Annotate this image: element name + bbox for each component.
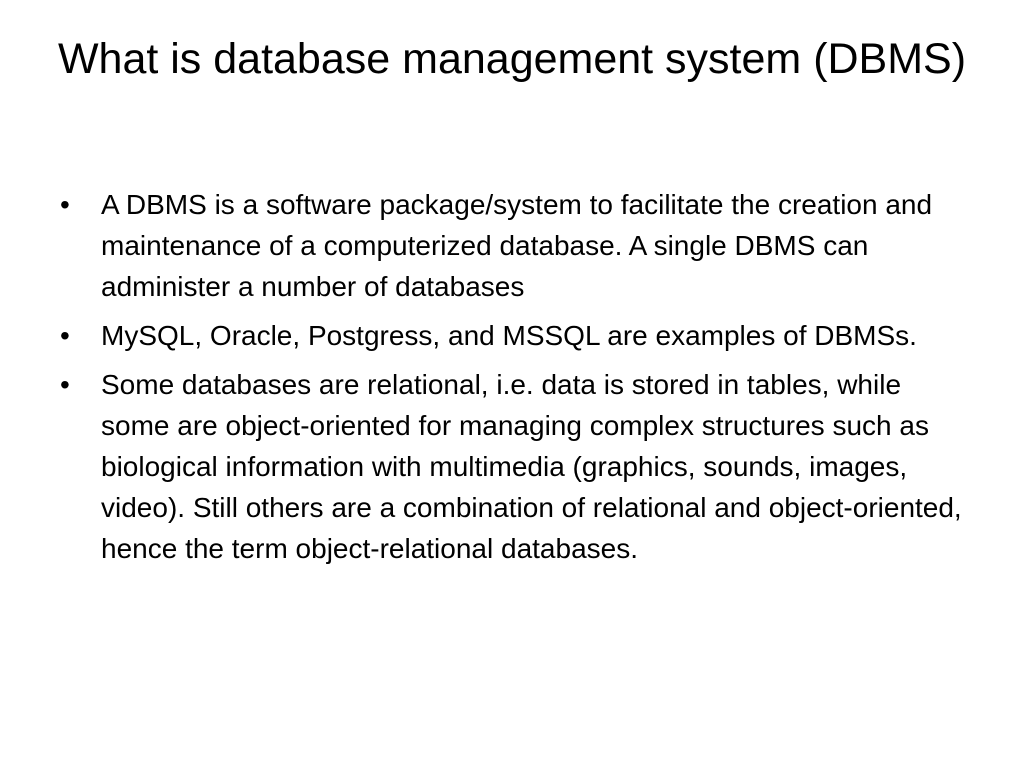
bullet-list	[60, 184, 970, 577]
bullet-item-database-types	[60, 364, 970, 569]
bullet-icon: •	[60, 189, 70, 220]
bullet-icon: •	[60, 369, 70, 400]
bullet-item-dbms-definition	[60, 184, 970, 307]
bullet-text: MySQL, Oracle, Postgress, and MSSQL are examples of DBMSs.	[101, 320, 917, 351]
bullet-icon: •	[60, 320, 70, 351]
slide-title: What is database management system (DBMS)	[57, 35, 967, 83]
bullet-item-dbms-examples	[60, 315, 970, 356]
bullet-text: A DBMS is a software package/system to facilitate the creation and maintenance of a computerized database. A single DBMS can administer a number of databases	[101, 189, 933, 302]
bullet-text: Some databases are relational, i.e. data is stored in tables, while some are object-oriented for managing complex structures such as biological information with multimedia (graphics, sounds, images, video). Still others are a combination of relational and object-oriented, hence the term object-relational databases.	[101, 369, 962, 564]
